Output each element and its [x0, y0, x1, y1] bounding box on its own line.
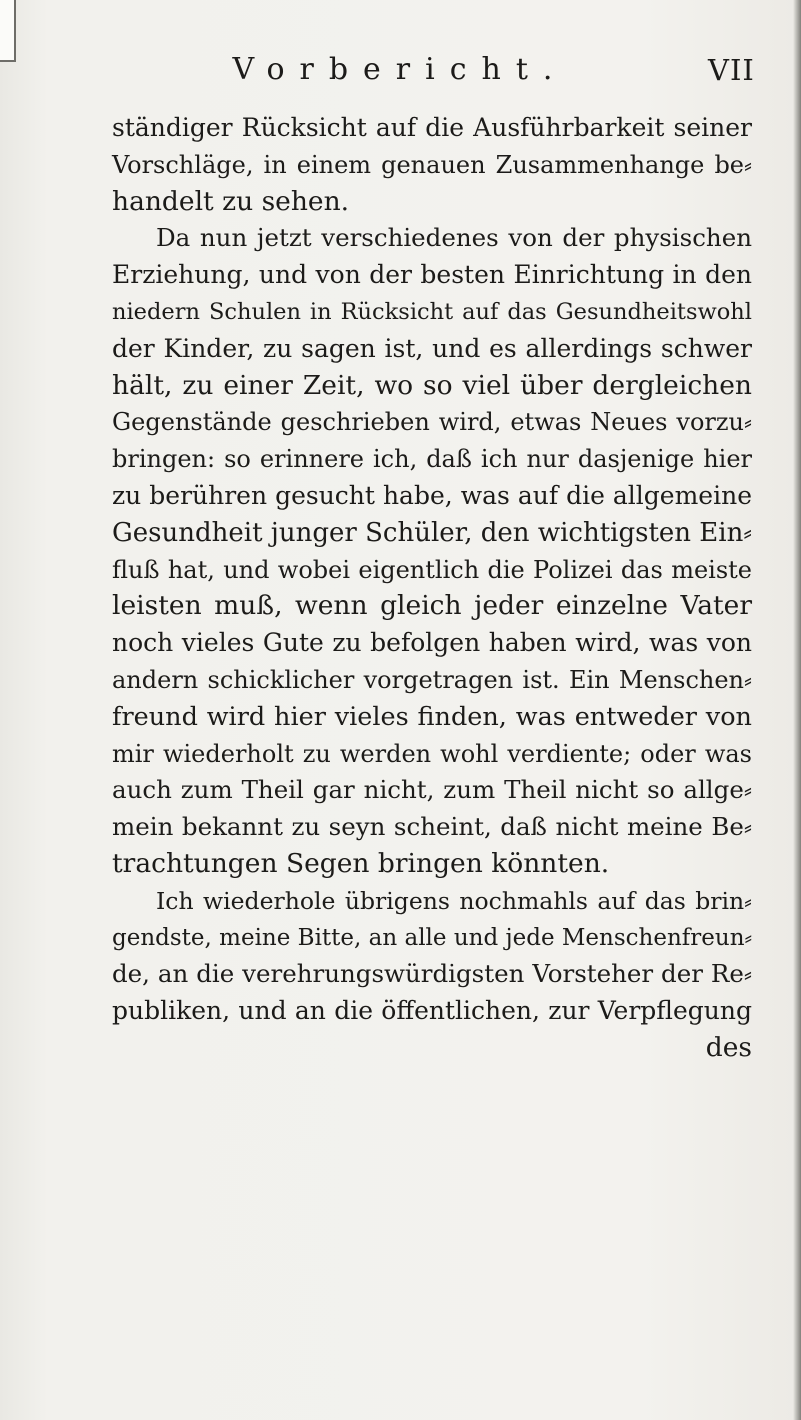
text-line: niedern Schulen in Rücksicht auf das Gesundheitswohl — [112, 298, 752, 325]
text-line: hält, zu einer Zeit, wo so viel über dergleichen — [112, 369, 752, 401]
text-line: Erziehung, und von der besten Einrichtung in den — [112, 260, 752, 290]
text-line: mir wiederholt zu werden wohl verdiente; oder was — [112, 739, 752, 768]
text-line: publiken, und an die öffentlichen, zur Verpflegung — [112, 996, 752, 1026]
text-line: Gesundheit junger Schüler, den wichtigsten Ein⸗ — [112, 517, 752, 548]
text-line: bringen: so erinnere ich, daß ich nur dasjenige hier — [112, 445, 752, 474]
running-head: Vorbericht. — [232, 52, 568, 87]
text-line: freund wird hier vieles finden, was entweder von — [112, 701, 752, 732]
catchword: des — [705, 1031, 752, 1063]
text-line: Gegenstände geschrieben wird, etwas Neues vorzu⸗ — [112, 408, 752, 437]
text-line: fluß hat, und wobei eigentlich die Polizei das meiste — [112, 555, 752, 584]
page-header — [0, 50, 801, 94]
text-line: handelt zu sehen. — [112, 185, 350, 217]
text-line: Ich wiederhole übrigens nochmahls auf das brin⸗ — [156, 886, 752, 915]
text-line: der Kinder, zu sagen ist, und es allerdings schwer — [112, 333, 752, 363]
text-line: mein bekannt zu seyn scheint, daß nicht meine Be⸗ — [112, 812, 752, 842]
body-text — [112, 110, 752, 1067]
text-line: trachtungen Segen bringen könnten. — [112, 847, 610, 879]
text-line: ständiger Rücksicht auf die Ausführbarkeit seiner — [112, 113, 752, 142]
text-line: auch zum Theil gar nicht, zum Theil nicht so allge⸗ — [112, 775, 752, 805]
text-line: de, an die verehrungswürdigsten Vorsteher der Re⸗ — [112, 959, 752, 989]
text-line: noch vieles Gute zu befolgen haben wird, was von — [112, 628, 752, 658]
text-line: Vorschläge, in einem genauen Zusammenhange be⸗ — [112, 150, 752, 179]
page-number: VII — [708, 53, 755, 87]
text-line: leisten muß, wenn gleich jeder einzelne Vater — [112, 590, 752, 622]
text-line: andern schicklicher vorgetragen ist. Ein Menschen⸗ — [112, 665, 752, 694]
text-line: gendste, meine Bitte, an alle und jede Menschenfreun⸗ — [112, 924, 753, 951]
text-line: Da nun jetzt verschiedenes von der physischen — [156, 223, 752, 253]
text-line: zu berühren gesucht habe, was auf die allgemeine — [112, 480, 752, 510]
scan-edge-right — [793, 0, 801, 1420]
